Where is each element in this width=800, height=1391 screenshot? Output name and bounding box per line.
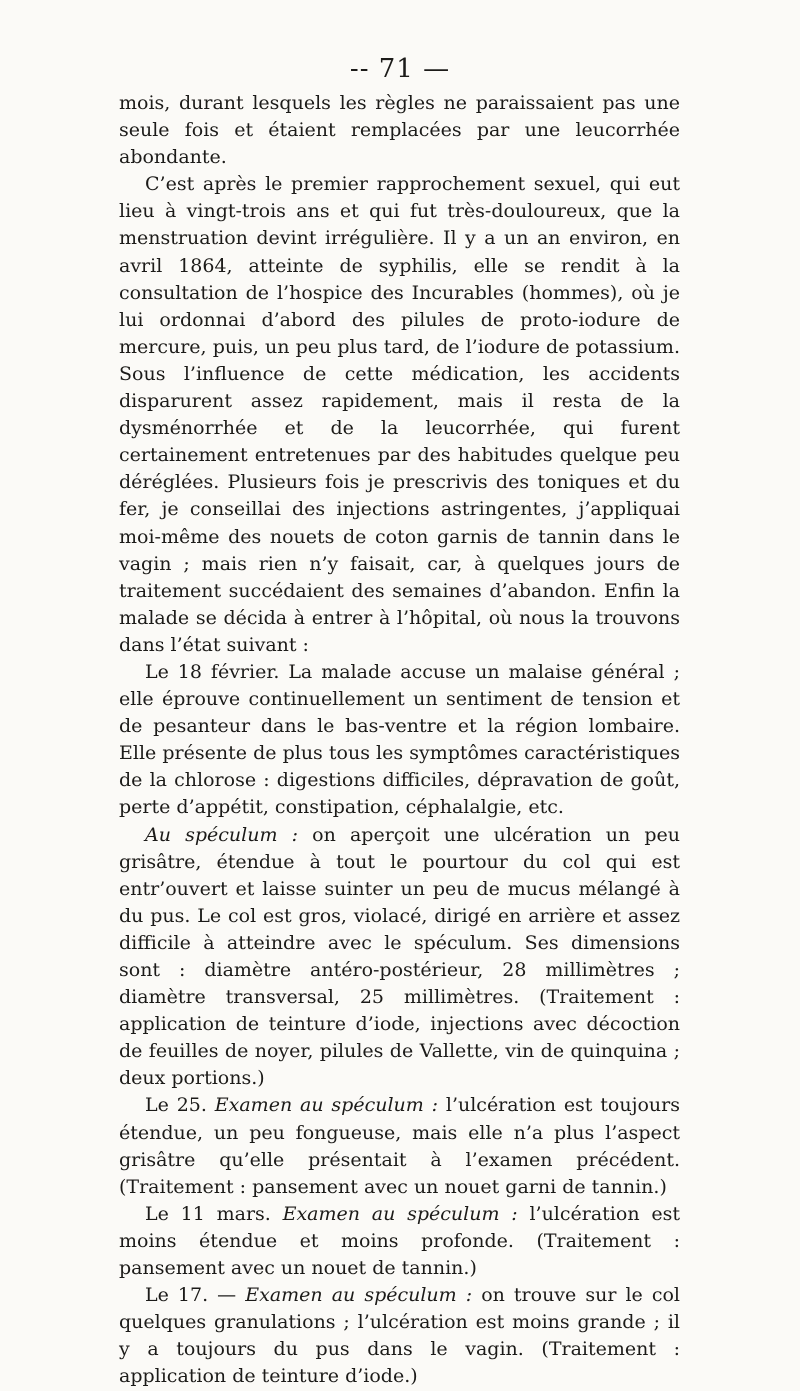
paragraph-5-date: Le 25. <box>145 1094 207 1117</box>
paragraph-4-text: on aperçoit une ulcération un peu grisâtre, étendue à tout le pourtour du col qui est entr’ouvert et laisse suinter un peu de mucus mélangé à du pus. Le col est gros, violacé, dirigé en arrière et assez difficile à atteindre avec le spéculum. Ses dimensions sont : diamètre antéro-postérieur, 28 millimètres ; diamètre transversal, 25 millimètres. (Traitement : application de teinture d’iode, injections avec décoction de feuilles de noyer, pilules de Vallette, vin de quinquina ; deux portions.) <box>119 823 680 1090</box>
paragraph-3-text: La malade accuse un malaise général ; elle éprouve continuellement un sentiment de tension et de pesanteur dans le bas-ventre et la région lombaire. Elle présente de plus tous les symptômes caractéristiques de la chlorose : digestions difficiles, dépravation de goût, perte d’appétit, constipation, céphalalgie, etc. <box>119 660 680 819</box>
paragraph-5-text: l’ulcération est toujours étendue, un peu fongueuse, mais elle n’a plus l’aspect grisâtre qu’elle présentait à l’examen précédent. (Traitement : pansement avec un nouet garni de tannin.) <box>119 1094 680 1198</box>
page-number: -- 71 — <box>349 54 451 84</box>
paragraph-7-date: Le 17. — <box>145 1284 237 1307</box>
paragraph-7-text: on trouve sur le col quelques granulations ; l’ulcération est moins grande ; il y a toujours du pus dans le vagin. (Traitement : application de teinture d’iode.) <box>119 1284 680 1388</box>
paragraph-2-text: C’est après le premier rapprochement sexuel, qui eut lieu à vingt-trois ans et qui fut très-douloureux, que la menstruation devint irrégulière. Il y a un an environ, en avril 1864, atteinte de syphilis, elle se rendit à la consultation de l’hospice des Incurables (hommes), où je lui ordonnai d’abord des pilules de proto-iodure de mercure, puis, un peu plus tard, de l’iodure de potassium. Sous l’influence de cette médication, les accidents disparurent assez rapidement, mais il resta de la dysménorrhée et de la leucorrhée, qui furent certainement entretenues par des habitudes quelque peu déréglées. Plusieurs fois je prescrivis des toniques et du fer, je conseillai des injections astringentes, j’appliquai moi-même des nouets de coton garnis de tannin dans le vagin ; mais rien n’y faisait, car, à quelques jours de traitement succédaient des semaines d’abandon. Enfin la malade se décida à entrer à l’hôpital, où nous la trouvons dans l’état suivant : <box>119 173 680 656</box>
paragraph-5 <box>119 1092 680 1200</box>
paragraph-4 <box>119 822 680 1093</box>
paragraph-3-date: Le 18 février. <box>145 660 280 683</box>
paragraph-4-heading: Au spéculum : <box>145 823 299 846</box>
paragraph-1 <box>119 90 680 171</box>
paragraph-5-heading: Examen au spéculum : <box>214 1094 439 1117</box>
paragraph-6-heading: Examen au spéculum : <box>282 1202 518 1225</box>
body-text <box>119 90 680 1391</box>
paragraph-3 <box>119 659 680 822</box>
paragraph-6-text: l’ulcération est moins étendue et moins profonde. (Traitement : pansement avec un nouet de tannin.) <box>119 1202 680 1280</box>
paragraph-7 <box>119 1282 680 1390</box>
paragraph-1-text: mois, durant lesquels les règles ne paraissaient pas une seule fois et étaient remplacées par une leucorrhée abondante. <box>119 92 680 169</box>
paragraph-6 <box>119 1201 680 1282</box>
paragraph-2 <box>119 171 680 659</box>
paragraph-6-date: Le 11 mars. <box>145 1202 271 1225</box>
paragraph-7-heading: Examen au spéculum : <box>245 1284 473 1307</box>
